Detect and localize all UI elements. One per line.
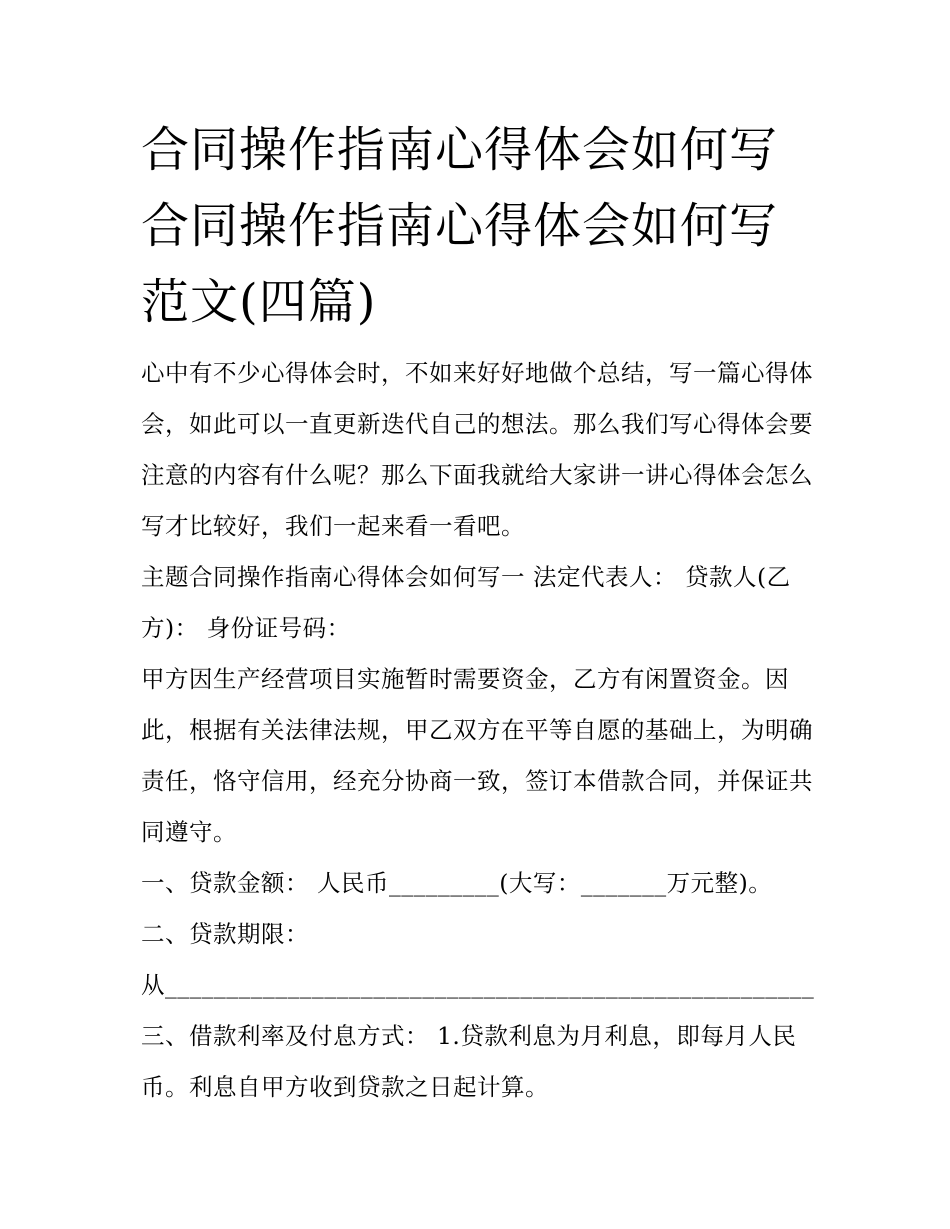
parties-paragraph: 主题合同操作指南心得体会如何写一 法定代表人： 贷款人(乙方)： 身份证号码： (141, 563, 791, 642)
preamble-paragraph: 甲方因生产经营项目实施暂时需要资金，乙方有闲置资金。因此，根据有关法律法规，甲乙双方在平等自愿的基础上，为明确责任，恪守信用，经充分协商一致，签订本借款合同，并保证共同遵守。 (141, 665, 813, 846)
title-line: 范文(四篇) (141, 274, 377, 330)
loan-amount-clause: 一、贷款金额： 人民币_________(大写：_______万元整)。 (141, 869, 773, 897)
title-line: 合同操作指南心得体会如何写 (141, 198, 779, 254)
loan-term-blank-line: 从_____________________________________________________ (141, 971, 815, 999)
title-line: 合同操作指南心得体会如何写 (141, 122, 779, 178)
interest-clause: 三、借款利率及付息方式： 1.贷款利息为月利息，即每月人民币。利息自甲方收到贷款之日起计算。 (141, 1022, 797, 1101)
document-title (141, 112, 821, 340)
loan-term-clause: 二、贷款期限： (141, 920, 309, 948)
document-body (141, 112, 821, 1113)
intro-paragraph: 心中有不少心得体会时，不如来好好地做个总结，写一篇心得体会，如此可以一直更新迭代自己的想法。那么我们写心得体会要注意的内容有什么呢？那么下面我就给大家讲一讲心得体会怎么写才比较好，我们一起来看一看吧。 (141, 359, 813, 540)
